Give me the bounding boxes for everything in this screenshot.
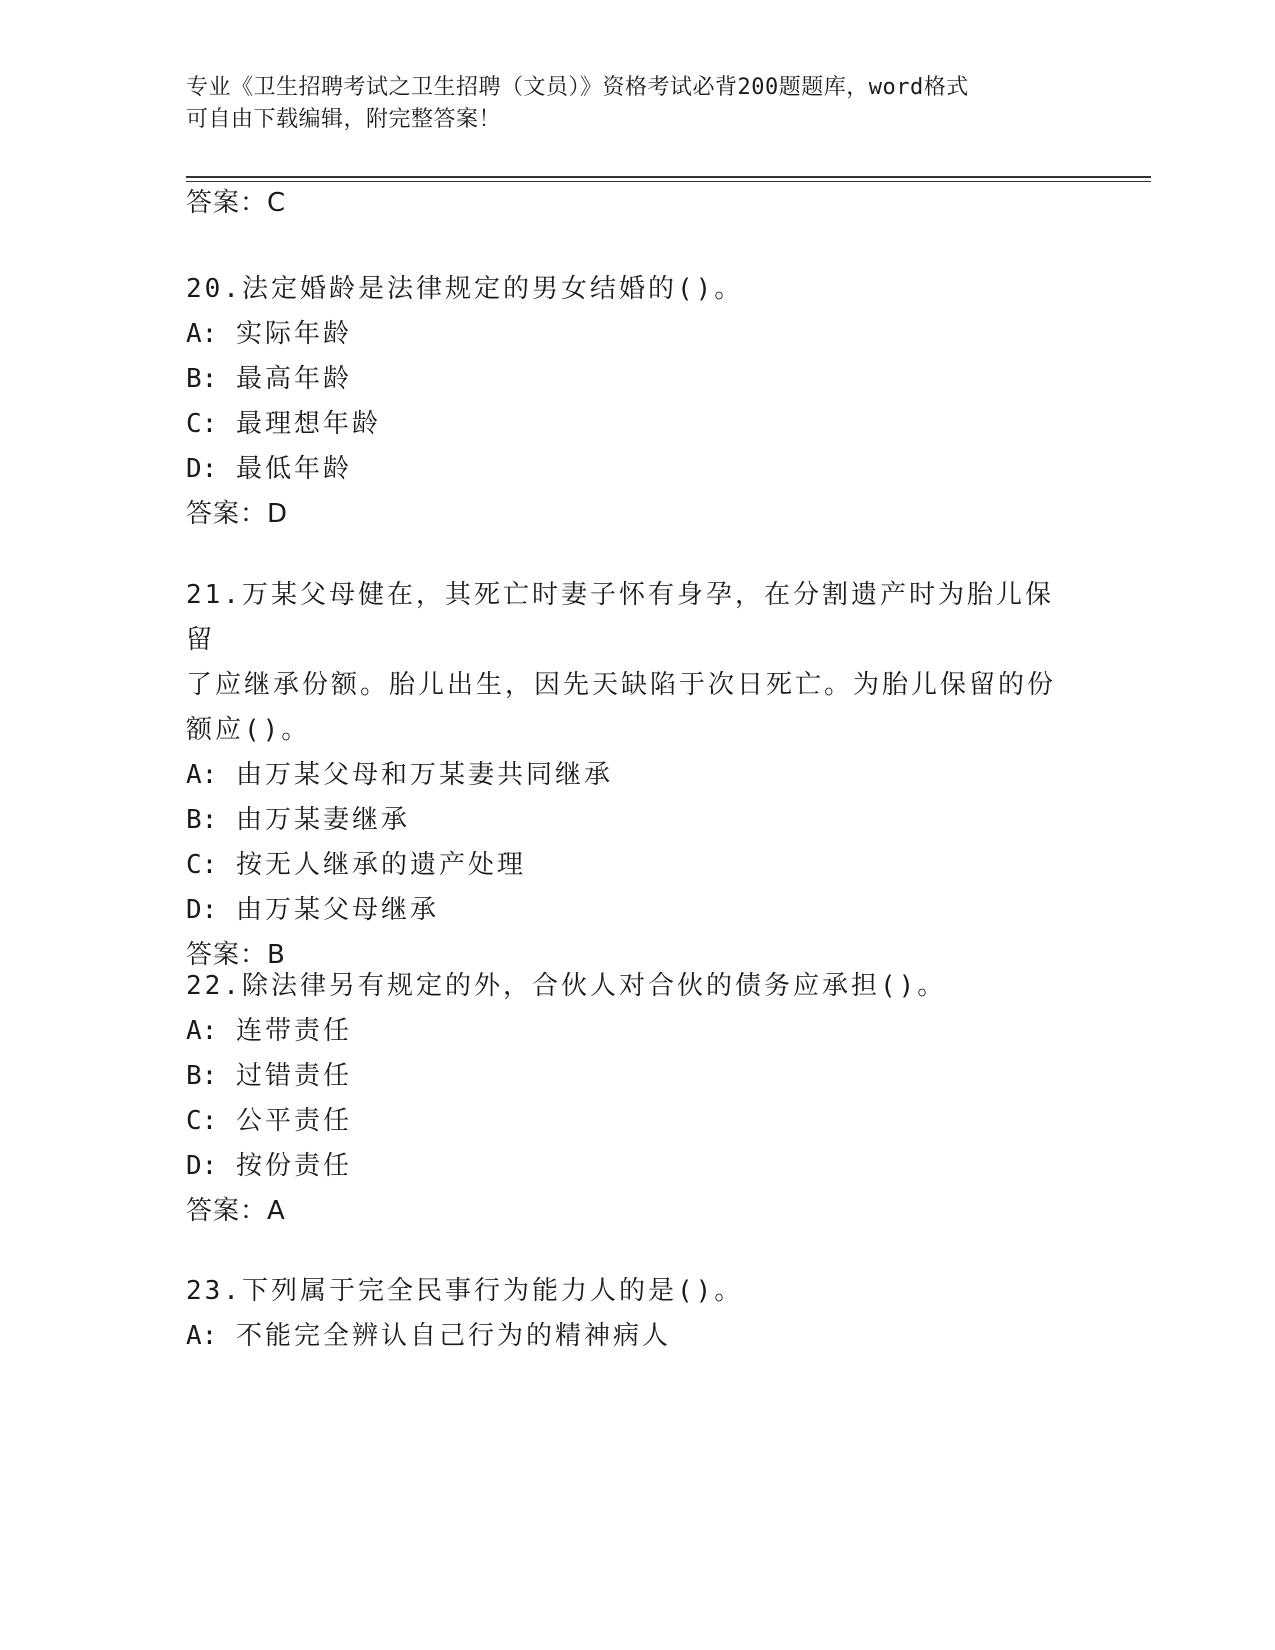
- header-line-1: 专业《卫生招聘考试之卫生招聘（文员）》资格考试必背200题题库，word格式: [186, 75, 969, 100]
- question-stem-line-3: 额应()。: [186, 715, 311, 745]
- option-b: [186, 357, 1076, 402]
- option-a: [186, 753, 1076, 798]
- option-d: [186, 1144, 1076, 1189]
- option-a: [186, 1314, 1076, 1359]
- option-text: 按无人继承的遗产处理: [235, 850, 526, 880]
- option-b: [186, 1054, 1076, 1099]
- question-21: [186, 573, 1076, 978]
- option-letter: D:: [186, 1151, 218, 1181]
- question-22: [186, 964, 1076, 1234]
- option-c: [186, 402, 1076, 447]
- answer-line: 答案：A: [186, 1196, 286, 1226]
- question-stem-line-2: 了应继承份额。胎儿出生，因先天缺陷于次日死亡。为胎儿保留的份: [186, 670, 1057, 700]
- option-text: 按份责任: [235, 1151, 352, 1181]
- question-20: [186, 267, 1076, 537]
- question-stem: 22.除法律另有规定的外，合伙人对合伙的债务应承担()。: [186, 971, 947, 1001]
- option-letter: B:: [186, 364, 218, 394]
- option-letter: A:: [186, 319, 218, 349]
- question-stem-line-1: 21.万某父母健在，其死亡时妻子怀有身孕，在分割遗产时为胎儿保留: [186, 580, 1054, 655]
- header-divider-thick: [186, 176, 1151, 178]
- option-letter: A:: [186, 760, 218, 790]
- option-text: 最高年龄: [235, 364, 352, 394]
- option-text: 过错责任: [235, 1061, 352, 1091]
- option-a: [186, 312, 1076, 357]
- option-a: [186, 1009, 1076, 1054]
- question-stem: 20.法定婚龄是法律规定的男女结婚的()。: [186, 274, 744, 304]
- header-divider-thin: [186, 181, 1151, 182]
- question-23: [186, 1269, 1076, 1359]
- answer-line: 答案：D: [186, 499, 289, 529]
- option-text: 由万某父母继承: [235, 895, 439, 925]
- document-header: [186, 72, 1066, 136]
- option-letter: D:: [186, 895, 218, 925]
- option-d: [186, 888, 1076, 933]
- option-text: 公平责任: [235, 1106, 352, 1136]
- option-text: 连带责任: [235, 1016, 352, 1046]
- header-line-2: 可自由下载编辑，附完整答案！: [186, 107, 502, 132]
- option-c: [186, 843, 1076, 888]
- option-text: 不能完全辨认自己行为的精神病人: [235, 1321, 671, 1351]
- option-c: [186, 1099, 1076, 1144]
- option-text: 最低年龄: [235, 454, 352, 484]
- option-letter: A:: [186, 1016, 218, 1046]
- previous-answer: 答案：C: [186, 188, 287, 218]
- option-letter: A:: [186, 1321, 218, 1351]
- option-b: [186, 798, 1076, 843]
- option-letter: B:: [186, 805, 218, 835]
- option-letter: D:: [186, 454, 218, 484]
- question-stem: 23.下列属于完全民事行为能力人的是()。: [186, 1276, 744, 1306]
- option-letter: B:: [186, 1061, 218, 1091]
- option-letter: C:: [186, 409, 218, 439]
- answer-line: 答案：B: [186, 940, 286, 970]
- option-letter: C:: [186, 1106, 218, 1136]
- option-letter: C:: [186, 850, 218, 880]
- option-text: 由万某父母和万某妻共同继承: [235, 760, 613, 790]
- option-d: [186, 447, 1076, 492]
- option-text: 实际年龄: [235, 319, 352, 349]
- option-text: 由万某妻继承: [235, 805, 410, 835]
- option-text: 最理想年龄: [235, 409, 381, 439]
